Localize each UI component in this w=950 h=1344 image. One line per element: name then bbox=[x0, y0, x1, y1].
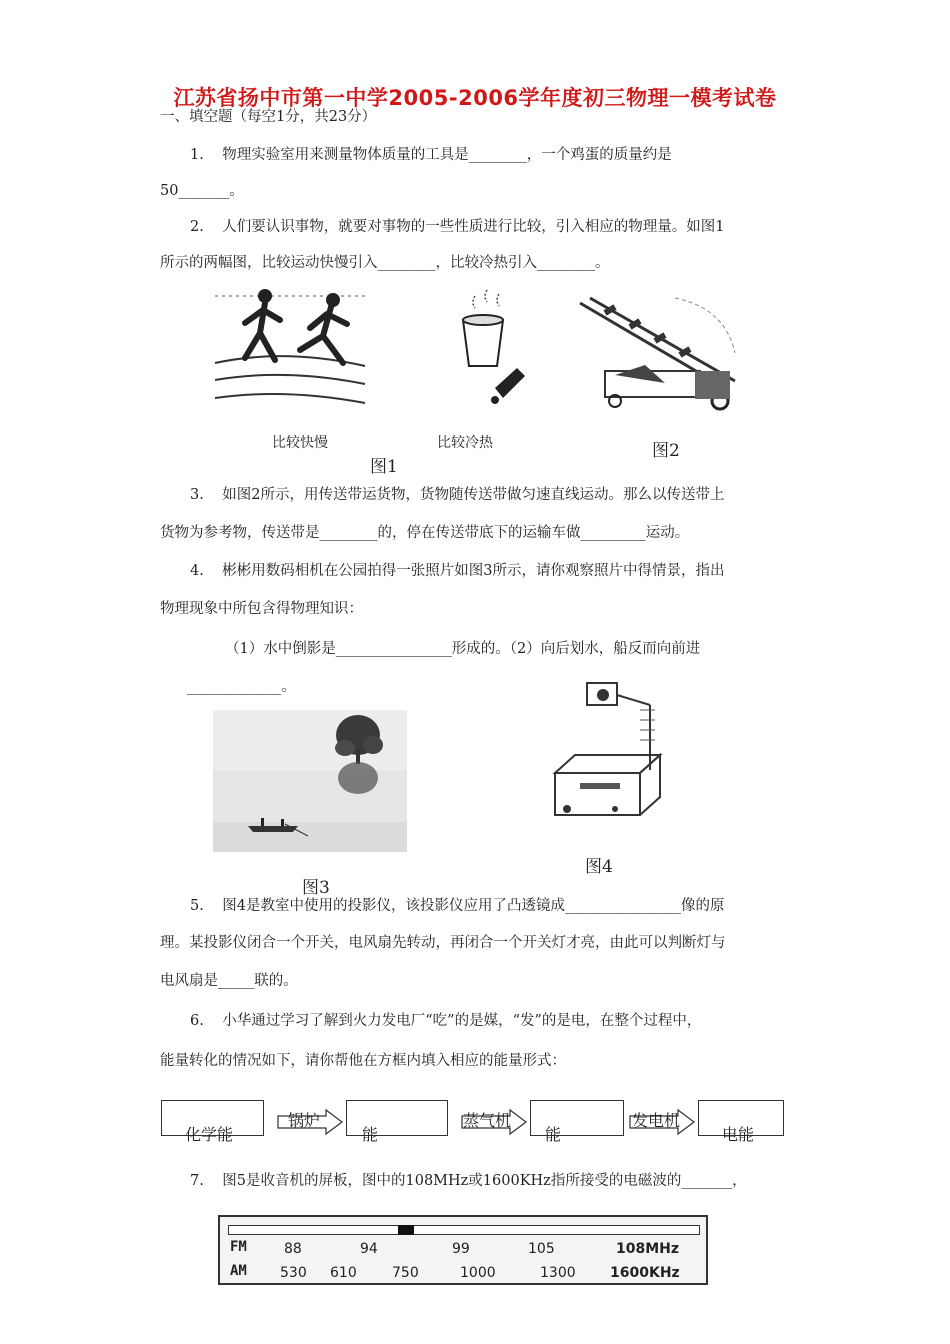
fig1-caption-right: 比较冷热 bbox=[437, 435, 493, 451]
runners-illustration bbox=[215, 288, 365, 413]
fig2-label: 图2 bbox=[652, 441, 680, 461]
tuning-needle bbox=[398, 1225, 414, 1235]
fig1-caption-left: 比较快慢 bbox=[272, 435, 328, 451]
question-4-line1: 4. 彬彬用数码相机在公园拍得一张照片如图3所示，请你观察照片中得情景，指出 bbox=[190, 563, 725, 579]
question-6-line1: 6. 小华通过学习了解到火力发电厂“吃”的是媒，“发”的是电，在整个过程中， bbox=[190, 1013, 702, 1029]
question-1-line2: 50_______。 bbox=[160, 183, 244, 199]
page-title: 江苏省扬中市第一中学2005-2006学年度初三物理一模考试卷 bbox=[173, 86, 777, 110]
question-3-line1: 3. 如图2所示，用传送带运货物，货物随传送带做匀速直线运动。那么以传送带上 bbox=[190, 487, 725, 503]
am-tick: 750 bbox=[392, 1265, 419, 1281]
lake-photo bbox=[213, 710, 407, 852]
question-3-line2: 货物为参考物，传送带是________的，停在传送带底下的运输车做_________运动。 bbox=[160, 525, 690, 541]
tuning-slot bbox=[228, 1225, 700, 1235]
question-4-line2: 物理现象中所包含得物理知识： bbox=[160, 601, 363, 617]
arrow-2-label: 蒸气机 bbox=[463, 1111, 512, 1130]
section-heading: 一、填空题（每空1分，共23分） bbox=[160, 109, 377, 125]
fm-label: FM bbox=[230, 1239, 247, 1255]
fm-tick: 99 bbox=[452, 1241, 470, 1257]
question-4-line3: （1）水中倒影是________________形成的。（2）向后划水，船反而向前进 bbox=[225, 641, 701, 657]
question-2-line2: 所示的两幅图，比较运动快慢引入________，比较冷热引入________。 bbox=[160, 255, 610, 271]
fig1-label: 图1 bbox=[370, 457, 398, 477]
am-label: AM bbox=[230, 1263, 247, 1279]
energy-box-1-label: 化学能 bbox=[185, 1125, 234, 1144]
question-5-line1: 5. 图4是教室中使用的投影仪，该投影仪应用了凸透镜成________________像的原 bbox=[190, 898, 725, 914]
hot-cup-illustration bbox=[455, 288, 535, 413]
am-tick: 530 bbox=[280, 1265, 307, 1281]
am-tick: 1000 bbox=[460, 1265, 496, 1281]
fig3-label: 图3 bbox=[302, 878, 330, 898]
question-2-line1: 2. 人们要认识事物，就要对事物的一些性质进行比较，引入相应的物理量。如图1 bbox=[190, 219, 725, 235]
question-5-line3: 电风扇是_____联的。 bbox=[160, 973, 298, 989]
question-6-line2: 能量转化的情况如下，请你帮他在方框内填入相应的能量形式： bbox=[160, 1053, 566, 1069]
question-7-line1: 7. 图5是收音机的屏板，图中的108MHz或1600KHz指所接受的电磁波的_______， bbox=[190, 1173, 747, 1189]
fm-tick: 105 bbox=[528, 1241, 555, 1257]
arrow-1-label: 锅炉 bbox=[288, 1111, 321, 1130]
fm-tick: 88 bbox=[284, 1241, 302, 1257]
fig4-label: 图4 bbox=[585, 857, 613, 877]
conveyor-illustration bbox=[575, 293, 740, 413]
energy-box-2-label: 能 bbox=[362, 1125, 379, 1144]
energy-box-3-label: 能 bbox=[545, 1125, 562, 1144]
radio-dial-panel bbox=[218, 1215, 708, 1285]
question-5-line2: 理。某投影仪闭合一个开关，电风扇先转动，再闭合一个开关灯才亮，由此可以判断灯与 bbox=[160, 935, 726, 951]
fm-tick: 94 bbox=[360, 1241, 378, 1257]
projector-illustration bbox=[545, 675, 675, 825]
fm-tick: 108MHz bbox=[616, 1241, 680, 1257]
question-4-line4: _____________。 bbox=[187, 679, 296, 695]
am-tick: 1300 bbox=[540, 1265, 576, 1281]
energy-box-4-label: 电能 bbox=[722, 1125, 755, 1144]
am-tick: 610 bbox=[330, 1265, 357, 1281]
question-1-line1: 1. 物理实验室用来测量物体质量的工具是________，一个鸡蛋的质量约是 bbox=[190, 147, 672, 163]
arrow-3-label: 发电机 bbox=[632, 1111, 681, 1130]
am-tick: 1600KHz bbox=[610, 1265, 680, 1281]
